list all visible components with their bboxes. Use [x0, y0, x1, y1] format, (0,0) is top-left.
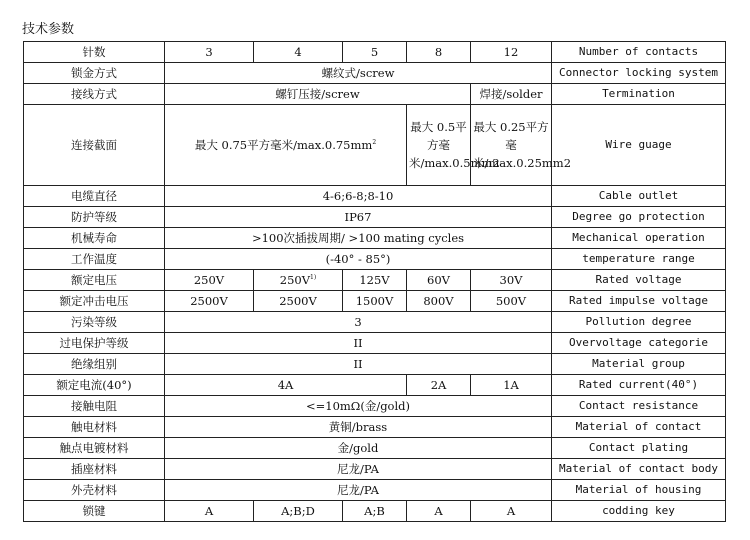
row-label-en: Connector locking system — [552, 63, 726, 84]
row-label-en: Mechanical operation — [552, 228, 726, 249]
cell-value: 2500V — [254, 291, 343, 312]
row-label-en: Cable outlet — [552, 186, 726, 207]
row-label-en: Overvoltage categorie — [552, 333, 726, 354]
row-label-en: Contact plating — [552, 438, 726, 459]
cell-value: A — [471, 501, 552, 522]
cell-value: 最大 0.5平方毫米/max.0.5mm2 — [407, 105, 471, 186]
table-row — [24, 396, 726, 417]
row-label-cn: 插座材料 — [24, 459, 165, 480]
row-label-en: Material of contact — [552, 417, 726, 438]
cell-value: (-40° - 85°) — [165, 249, 552, 270]
cell-4pin: 4 — [254, 42, 343, 63]
row-label-cn: 触点电镀材料 — [24, 438, 165, 459]
cell-value: A — [407, 501, 471, 522]
cell-value: 500V — [471, 291, 552, 312]
cell-value: 125V — [343, 270, 407, 291]
cell-value: 最大 0.25平方毫米/max.0.25mm2 — [471, 105, 552, 186]
cell-8pin: 8 — [407, 42, 471, 63]
table-row — [24, 42, 726, 63]
row-label-cn: 工作温度 — [24, 249, 165, 270]
page-title: 技术参数 — [22, 22, 75, 37]
cell-value: A;B;D — [254, 501, 343, 522]
table-row — [24, 459, 726, 480]
table-row — [24, 417, 726, 438]
cell-5pin: 5 — [343, 42, 407, 63]
cell-value: 4A — [165, 375, 407, 396]
table-row — [24, 249, 726, 270]
cell-12pin: 12 — [471, 42, 552, 63]
table-row — [24, 186, 726, 207]
table-row — [24, 63, 726, 84]
cell-value: 3 — [165, 312, 552, 333]
row-label-en: Rated voltage — [552, 270, 726, 291]
cell-value: A;B — [343, 501, 407, 522]
row-label-cn: 接线方式 — [24, 84, 165, 105]
cell-value — [254, 270, 343, 291]
cell-value: 螺纹式/screw — [165, 63, 552, 84]
row-label-cn: 接触电阻 — [24, 396, 165, 417]
row-label-en: temperature range — [552, 249, 726, 270]
cell-value: 4-6;6-8;8-10 — [165, 186, 552, 207]
row-label-cn: 污染等级 — [24, 312, 165, 333]
row-label-en: Material of contact body — [552, 459, 726, 480]
cell-value: 焊接/solder — [471, 84, 552, 105]
cell-value: 800V — [407, 291, 471, 312]
cell-value: 60V — [407, 270, 471, 291]
row-label-en: Rated current(40°) — [552, 375, 726, 396]
table-row — [24, 312, 726, 333]
cell-value: A — [165, 501, 254, 522]
row-label-en: Pollution degree — [552, 312, 726, 333]
row-label-cn: 防护等级 — [24, 207, 165, 228]
table-row — [24, 270, 726, 291]
row-label-en: Wire guage — [552, 105, 726, 186]
row-label-en: Degree go protection — [552, 207, 726, 228]
footnote-mark: 2 — [372, 139, 377, 147]
cell-value: 250V — [165, 270, 254, 291]
cell-value: 金/gold — [165, 438, 552, 459]
cell-value: 2A — [407, 375, 471, 396]
row-label-en: Material group — [552, 354, 726, 375]
row-label-en: Contact resistance — [552, 396, 726, 417]
row-label-cn: 机械寿命 — [24, 228, 165, 249]
row-label-cn: 电缆直径 — [24, 186, 165, 207]
table-row — [24, 480, 726, 501]
row-label-cn: 过电保护等级 — [24, 333, 165, 354]
table-row — [24, 375, 726, 396]
table-row — [24, 207, 726, 228]
table-row — [24, 84, 726, 105]
cell-value: 1A — [471, 375, 552, 396]
row-label-cn: 绝缘组别 — [24, 354, 165, 375]
cell-value — [165, 105, 407, 186]
table-row — [24, 438, 726, 459]
row-label-cn: 锁键 — [24, 501, 165, 522]
cell-value: 螺钉压接/screw — [165, 84, 471, 105]
row-label-cn: 外壳材料 — [24, 480, 165, 501]
cell-value: 2500V — [165, 291, 254, 312]
cell-value: >100次插拔周期/ >100 mating cycles — [165, 228, 552, 249]
row-label-en: Number of contacts — [552, 42, 726, 63]
row-label-en: Material of housing — [552, 480, 726, 501]
cell-value: 尼龙/PA — [165, 480, 552, 501]
row-label-en: Termination — [552, 84, 726, 105]
table-row — [24, 228, 726, 249]
cell-value: II — [165, 354, 552, 375]
wire-size-large: 最大 0.75平方毫米/max.0.75mm — [194, 138, 373, 152]
cell-value: 1500V — [343, 291, 407, 312]
spec-table — [23, 41, 726, 522]
voltage-4pin: 250V — [279, 273, 311, 287]
cell-value: 30V — [471, 270, 552, 291]
row-label-en: codding key — [552, 501, 726, 522]
row-label-en: Rated impulse voltage — [552, 291, 726, 312]
row-label-cn: 锁金方式 — [24, 63, 165, 84]
row-label-cn: 针数 — [24, 42, 165, 63]
row-label-cn: 连接截面 — [24, 105, 165, 186]
table-row — [24, 105, 726, 186]
cell-value: <=10mΩ(金/gold) — [165, 396, 552, 417]
table-row — [24, 501, 726, 522]
cell-value: II — [165, 333, 552, 354]
footnote-mark: 1) — [310, 274, 317, 282]
row-label-cn: 额定冲击电压 — [24, 291, 165, 312]
row-label-cn: 额定电压 — [24, 270, 165, 291]
row-label-cn: 触电材料 — [24, 417, 165, 438]
table-row — [24, 354, 726, 375]
cell-3pin: 3 — [165, 42, 254, 63]
row-label-cn: 额定电流(40°) — [24, 375, 165, 396]
cell-value: IP67 — [165, 207, 552, 228]
table-row — [24, 333, 726, 354]
cell-value: 黄铜/brass — [165, 417, 552, 438]
table-row — [24, 291, 726, 312]
cell-value: 尼龙/PA — [165, 459, 552, 480]
